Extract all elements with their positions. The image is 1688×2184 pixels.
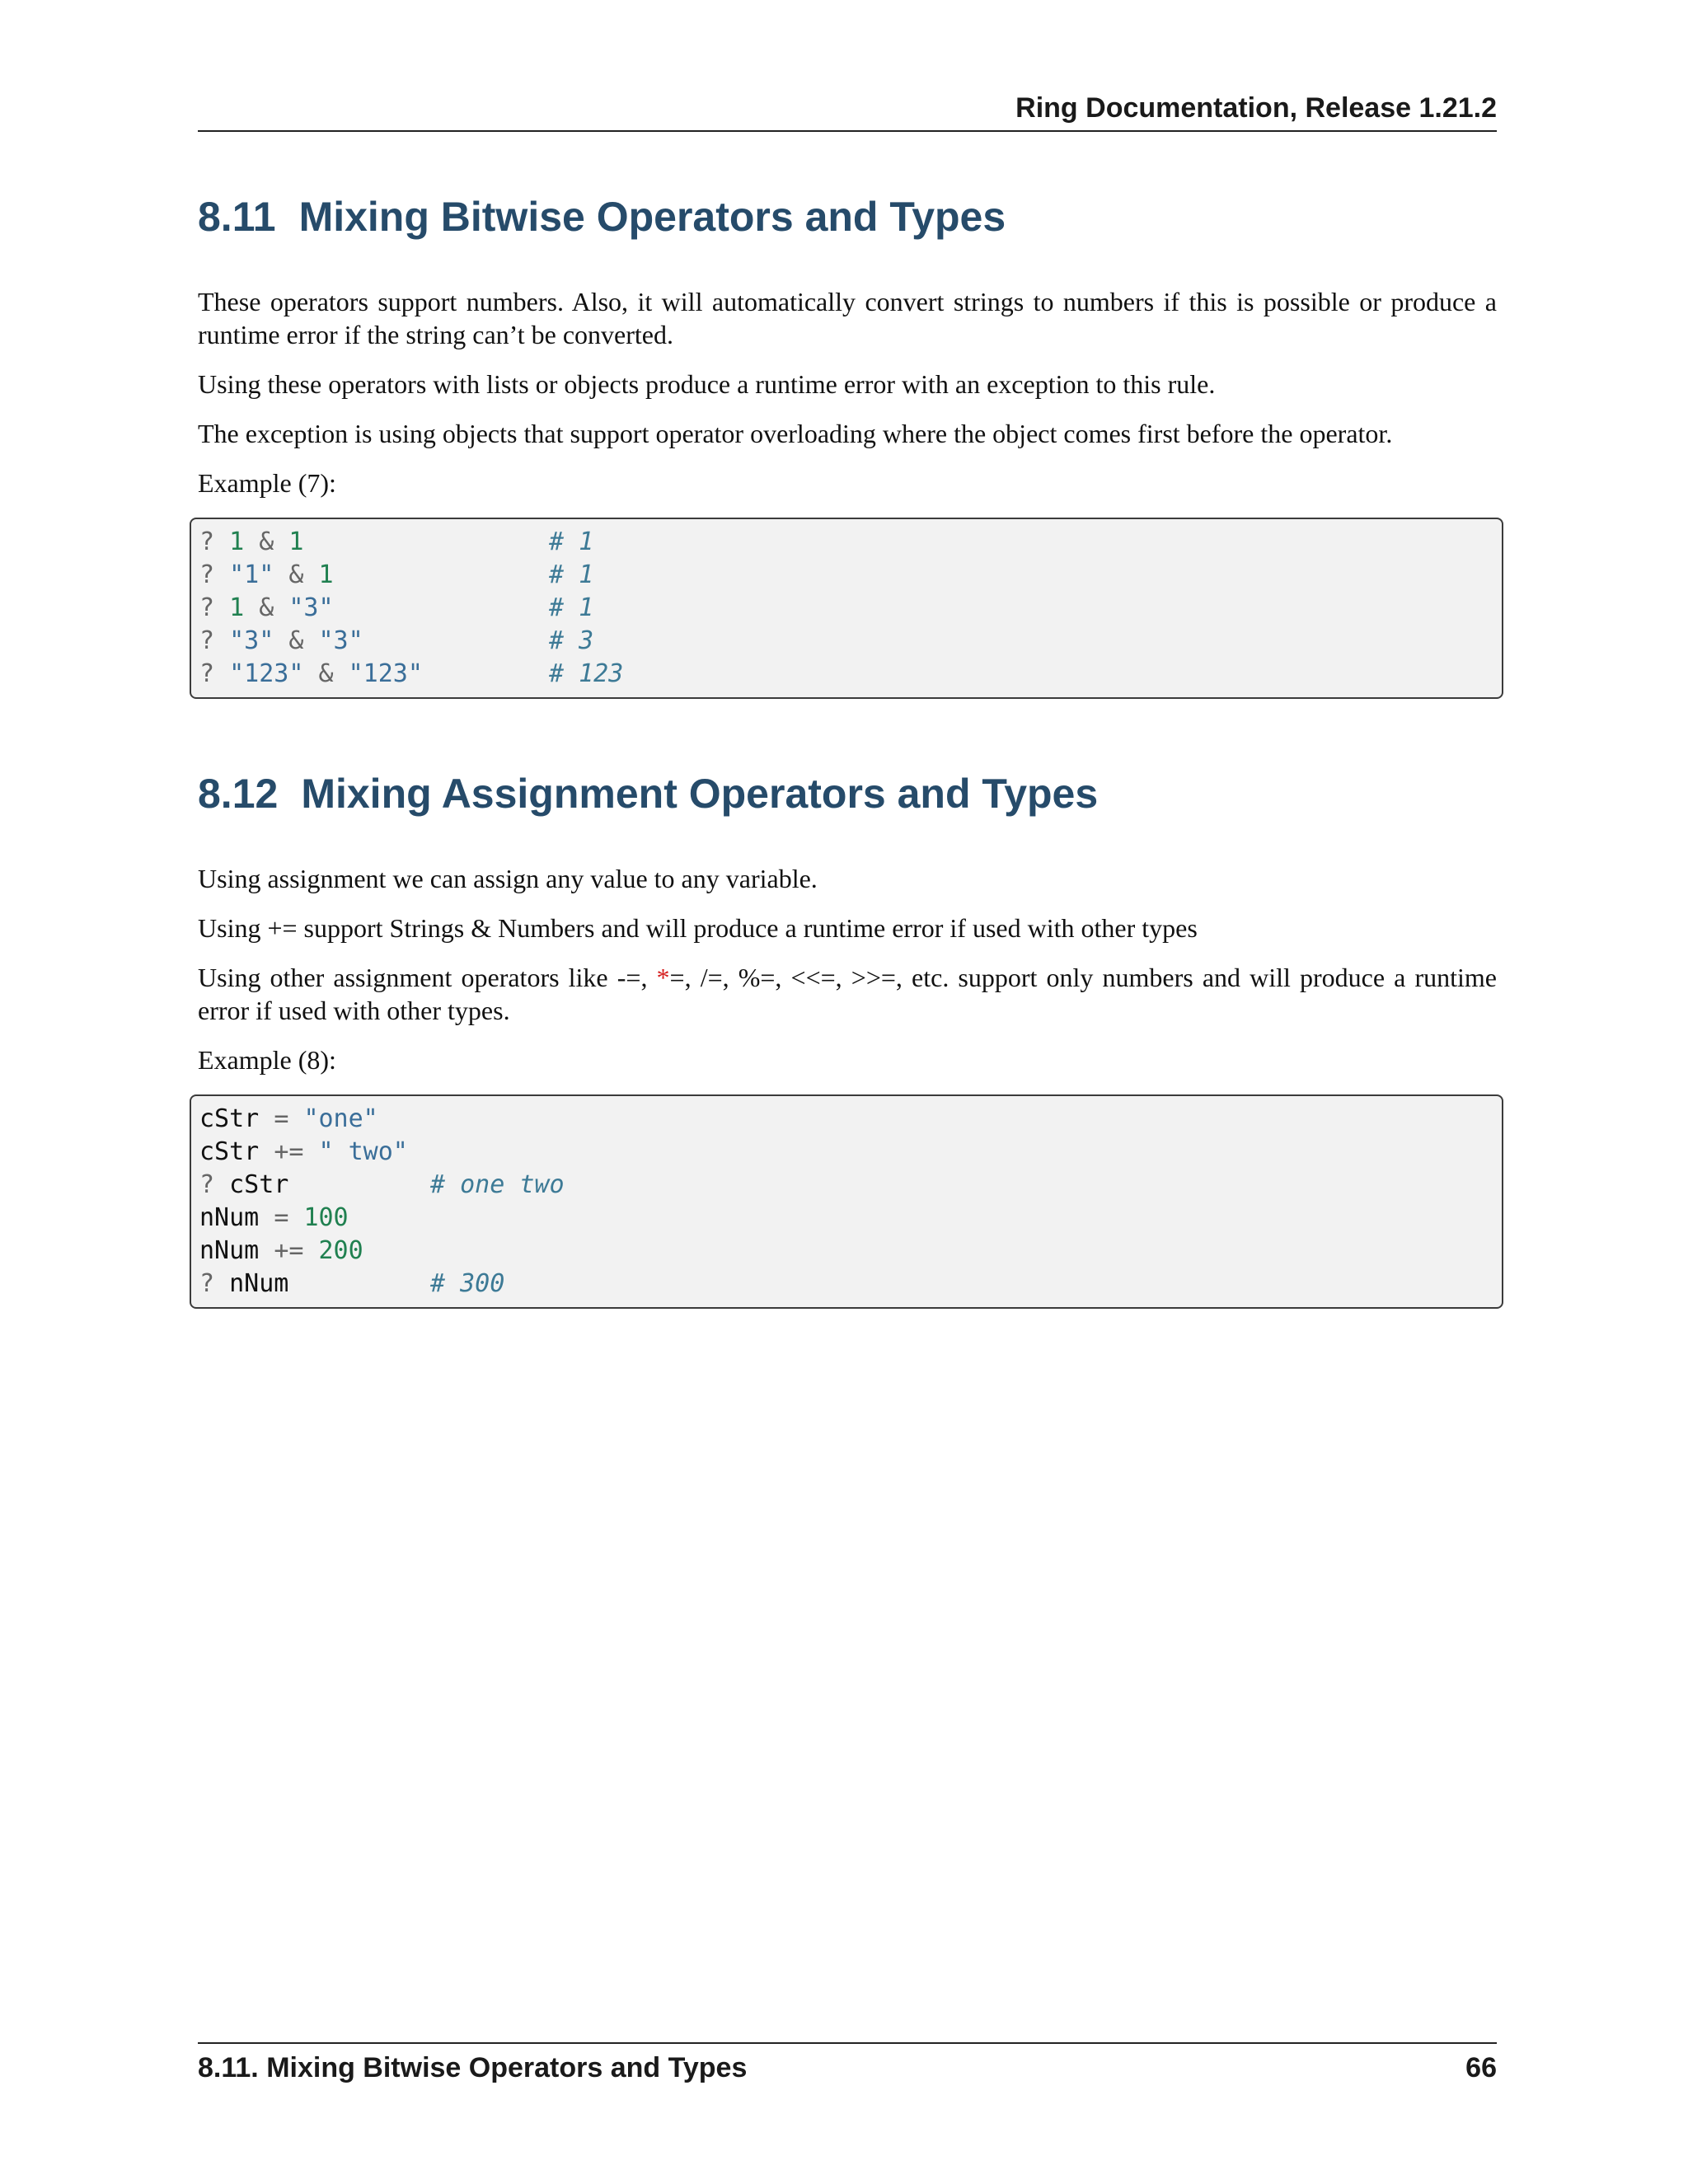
- section-number: 8.11: [198, 194, 276, 240]
- paragraph: These operators support numbers. Also, it will automatically convert strings to numbers if this is possible or produce a runtime error if the string can’t be converted.: [198, 287, 1497, 349]
- code-comment: # 123: [549, 659, 624, 688]
- code-line: cStr = "one": [199, 1104, 378, 1133]
- code-line: ? nNum # 300: [199, 1268, 1493, 1301]
- code-comment: # 300: [430, 1269, 505, 1298]
- paragraph: The exception is using objects that support operator overloading where the object comes first before the operator.: [198, 419, 1393, 448]
- code-line: nNum += 200: [199, 1236, 363, 1265]
- code-line: ? 1 & 1 # 1: [199, 526, 1493, 559]
- code-line: ? cStr # one two: [199, 1169, 1493, 1202]
- paragraph: Using other assignment operators like -=, *=, /=, %=, <<=, >>=, etc. support only numbers and will produce a runtime error if used with other types.: [198, 963, 1498, 1025]
- page-number: 66: [1465, 2052, 1497, 2083]
- code-comment: # 1: [549, 527, 594, 556]
- section-title: Mixing Assignment Operators and Types: [301, 771, 1099, 817]
- paragraph: Using += support Strings & Numbers and will produce a runtime error if used with other types: [198, 913, 1198, 943]
- section-number: 8.12: [198, 771, 279, 817]
- footer-divider: [198, 2042, 1497, 2044]
- code-line: ? "123" & "123" # 123: [199, 658, 1493, 691]
- code-comment: # one two: [430, 1170, 565, 1199]
- example-label: Example (8):: [198, 1045, 336, 1075]
- code-comment: # 1: [549, 593, 594, 622]
- code-line: ? 1 & "3" # 1: [199, 592, 1493, 625]
- running-header: Ring Documentation, Release 1.21.2: [1015, 92, 1497, 124]
- code-line: ? "1" & 1 # 1: [199, 559, 1493, 592]
- header-divider: [198, 130, 1497, 132]
- code-block-example-7: [190, 518, 1503, 699]
- asterisk-highlight: *: [656, 963, 670, 992]
- code-line: cStr += " two": [199, 1137, 408, 1166]
- footer-section-ref: 8.11. Mixing Bitwise Operators and Types: [198, 2052, 748, 2083]
- section-heading-8-12: [198, 768, 1497, 819]
- code-comment: # 3: [549, 626, 594, 655]
- code-line: nNum = 100: [199, 1203, 349, 1232]
- section-title: Mixing Bitwise Operators and Types: [298, 194, 1006, 240]
- section-heading-8-11: [198, 191, 1497, 242]
- code-comment: # 1: [549, 560, 594, 589]
- paragraph: Using assignment we can assign any value to any variable.: [198, 864, 818, 893]
- code-line: ? "3" & "3" # 3: [199, 625, 1493, 658]
- example-label: Example (7):: [198, 468, 336, 498]
- code-block-example-8: [190, 1094, 1503, 1309]
- paragraph: Using these operators with lists or objects produce a runtime error with an exception to this rule.: [198, 369, 1216, 399]
